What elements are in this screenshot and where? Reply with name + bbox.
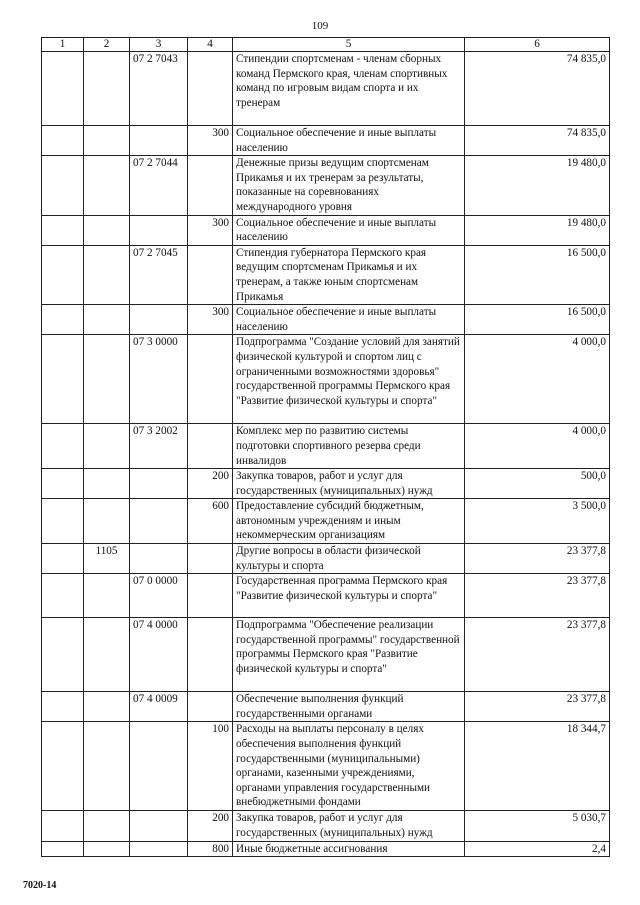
header-col-3: 3	[130, 38, 188, 52]
col6-amount: 4 000,0	[465, 335, 610, 424]
col1-cell	[42, 424, 84, 469]
col2-section-code	[84, 156, 130, 215]
col5-description: Закупка товаров, работ и услуг для государственных (муниципальных) нужд	[233, 811, 465, 841]
col3-target-article	[130, 841, 188, 857]
table-row	[42, 126, 610, 156]
col4-expense-type: 300	[188, 215, 233, 245]
col4-expense-type: 800	[188, 841, 233, 857]
col6-amount: 23 377,8	[465, 618, 610, 692]
col4-expense-type: 600	[188, 499, 233, 544]
col5-description: Расходы на выплаты персоналу в целях обеспечения выполнения функций государственными (муниципальными) органами, казенными учреждениями, органами управления государственными внебюджетными фондами	[233, 722, 465, 811]
col1-cell	[42, 245, 84, 304]
document-code: 7020-14	[23, 880, 57, 891]
col3-target-article: 07 4 0009	[130, 692, 188, 722]
col5-description: Другие вопросы в области физической культуры и спорта	[233, 544, 465, 574]
table-row	[42, 618, 610, 692]
col3-target-article	[130, 215, 188, 245]
col6-amount: 19 480,0	[465, 215, 610, 245]
col2-section-code	[84, 722, 130, 811]
table-row	[42, 811, 610, 841]
col6-amount: 23 377,8	[465, 574, 610, 618]
col6-amount: 19 480,0	[465, 156, 610, 215]
header-row	[42, 38, 610, 52]
col1-cell	[42, 618, 84, 692]
col5-description: Обеспечение выполнения функций государственными органами	[233, 692, 465, 722]
col6-amount: 74 835,0	[465, 126, 610, 156]
col2-section-code	[84, 245, 130, 304]
col6-amount: 4 000,0	[465, 424, 610, 469]
col4-expense-type	[188, 424, 233, 469]
col5-description: Стипендии спортсменам - членам сборных команд Пермского края, членам спортивных команд по игровым видам спорта и их тренерам	[233, 52, 465, 126]
col3-target-article	[130, 499, 188, 544]
col5-description: Подпрограмма "Обеспечение реализации государственной программы" государственной программы Пермского края "Развитие физической культуры и спорта"	[233, 618, 465, 692]
header-col-6: 6	[465, 38, 610, 52]
col1-cell	[42, 469, 84, 499]
col5-description: Иные бюджетные ассигнования	[233, 841, 465, 857]
col1-cell	[42, 305, 84, 335]
col4-expense-type: 300	[188, 305, 233, 335]
col1-cell	[42, 499, 84, 544]
col3-target-article: 07 0 0000	[130, 574, 188, 618]
table-row	[42, 574, 610, 618]
table-row	[42, 692, 610, 722]
table-row	[42, 424, 610, 469]
col2-section-code	[84, 811, 130, 841]
col3-target-article: 07 3 0000	[130, 335, 188, 424]
table-body	[42, 52, 610, 857]
col5-description: Закупка товаров, работ и услуг для государственных (муниципальных) нужд	[233, 469, 465, 499]
col2-section-code	[84, 335, 130, 424]
col6-amount: 23 377,8	[465, 544, 610, 574]
table-row	[42, 841, 610, 857]
col1-cell	[42, 126, 84, 156]
budget-table	[41, 37, 610, 857]
header-col-1: 1	[42, 38, 84, 52]
col1-cell	[42, 841, 84, 857]
col1-cell	[42, 156, 84, 215]
col2-section-code	[84, 52, 130, 126]
col3-target-article: 07 2 7043	[130, 52, 188, 126]
col6-amount: 16 500,0	[465, 245, 610, 304]
col1-cell	[42, 722, 84, 811]
col5-description: Денежные призы ведущим спортсменам Прикамья и их тренерам за результаты, показанные на соревнованиях международного уровня	[233, 156, 465, 215]
col3-target-article	[130, 305, 188, 335]
col4-expense-type: 200	[188, 469, 233, 499]
col1-cell	[42, 335, 84, 424]
col2-section-code	[84, 126, 130, 156]
col6-amount: 18 344,7	[465, 722, 610, 811]
col3-target-article	[130, 469, 188, 499]
col3-target-article: 07 3 2002	[130, 424, 188, 469]
col3-target-article: 07 2 7045	[130, 245, 188, 304]
page-number: 109	[311, 20, 329, 32]
header-col-4: 4	[188, 38, 233, 52]
table-row	[42, 305, 610, 335]
col5-description: Государственная программа Пермского края "Развитие физической культуры и спорта"	[233, 574, 465, 618]
col4-expense-type	[188, 52, 233, 126]
col2-section-code	[84, 424, 130, 469]
col4-expense-type	[188, 335, 233, 424]
col5-description: Комплекс мер по развитию системы подготовки спортивного резерва среди инвалидов	[233, 424, 465, 469]
header-col-5: 5	[233, 38, 465, 52]
col5-description: Стипендия губернатора Пермского края ведущим спортсменам Прикамья и их тренерам, а также юным спортсменам Прикамья	[233, 245, 465, 304]
col4-expense-type	[188, 574, 233, 618]
col5-description: Социальное обеспечение и иные выплаты населению	[233, 215, 465, 245]
col4-expense-type: 100	[188, 722, 233, 811]
table-row	[42, 544, 610, 574]
col2-section-code	[84, 215, 130, 245]
col6-amount: 500,0	[465, 469, 610, 499]
col5-description: Подпрограмма "Создание условий для занятий физической культурой и спортом лиц с ограниченными возможностями здоровья" государственной программы Пермского края "Развитие физической культуры и спорта"	[233, 335, 465, 424]
col4-expense-type	[188, 618, 233, 692]
col2-section-code	[84, 499, 130, 544]
col5-description: Предоставление субсидий бюджетным, автономным учреждениям и иным некоммерческим организациям	[233, 499, 465, 544]
col2-section-code	[84, 305, 130, 335]
col1-cell	[42, 574, 84, 618]
col1-cell	[42, 692, 84, 722]
table-row	[42, 722, 610, 811]
col4-expense-type: 200	[188, 811, 233, 841]
col4-expense-type	[188, 245, 233, 304]
col3-target-article	[130, 544, 188, 574]
col2-section-code	[84, 574, 130, 618]
col6-amount: 5 030,7	[465, 811, 610, 841]
col2-section-code: 1105	[84, 544, 130, 574]
col4-expense-type	[188, 692, 233, 722]
col5-description: Социальное обеспечение и иные выплаты населению	[233, 305, 465, 335]
table-row	[42, 335, 610, 424]
header-col-2: 2	[84, 38, 130, 52]
table-row	[42, 469, 610, 499]
col2-section-code	[84, 618, 130, 692]
table-row	[42, 156, 610, 215]
table-row	[42, 215, 610, 245]
col2-section-code	[84, 841, 130, 857]
col6-amount: 16 500,0	[465, 305, 610, 335]
col3-target-article	[130, 722, 188, 811]
col4-expense-type	[188, 544, 233, 574]
table-row	[42, 52, 610, 126]
col1-cell	[42, 215, 84, 245]
col2-section-code	[84, 469, 130, 499]
col3-target-article: 07 2 7044	[130, 156, 188, 215]
col4-expense-type: 300	[188, 126, 233, 156]
col1-cell	[42, 544, 84, 574]
col5-description: Социальное обеспечение и иные выплаты населению	[233, 126, 465, 156]
col3-target-article	[130, 811, 188, 841]
col6-amount: 2,4	[465, 841, 610, 857]
col4-expense-type	[188, 156, 233, 215]
col1-cell	[42, 52, 84, 126]
col1-cell	[42, 811, 84, 841]
col3-target-article: 07 4 0000	[130, 618, 188, 692]
col3-target-article	[130, 126, 188, 156]
col2-section-code	[84, 692, 130, 722]
col6-amount: 23 377,8	[465, 692, 610, 722]
col6-amount: 3 500,0	[465, 499, 610, 544]
col6-amount: 74 835,0	[465, 52, 610, 126]
table-row	[42, 245, 610, 304]
table-row	[42, 499, 610, 544]
